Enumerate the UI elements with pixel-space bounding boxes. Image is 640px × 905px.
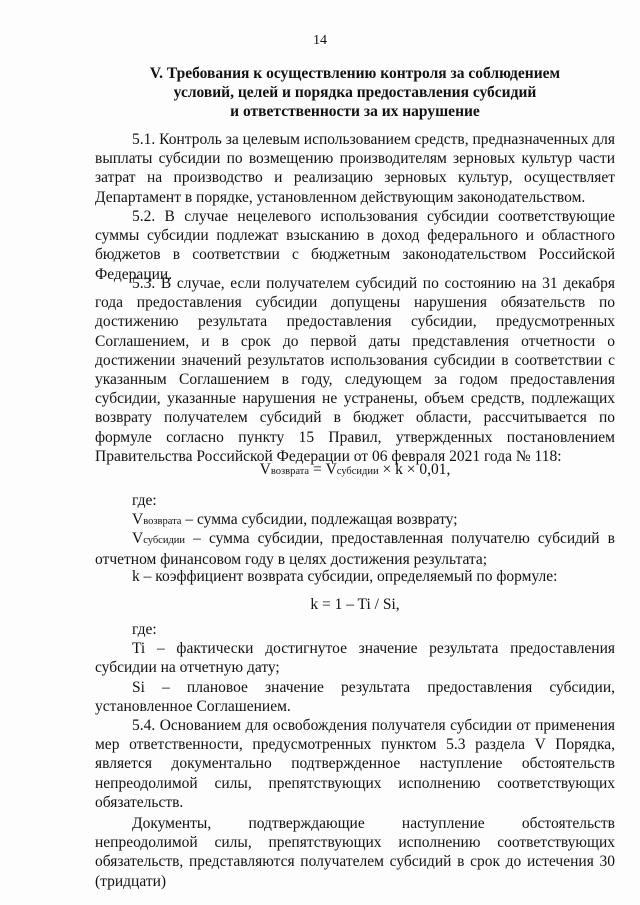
section-heading: [95, 64, 615, 121]
heading-line-3: и ответственности за их нарушение: [230, 103, 480, 120]
where-label-1: где:: [132, 492, 157, 509]
paragraph-documents: Документы, подтверждающие наступление обстоятельств непреодолимой силы, препятствующих исполнению соответствующих обязательств, представляются получателем субсидий в срок до истечения 30 (тридцати): [95, 815, 615, 890]
definition-ti: Ti – фактически достигнутое значение результата предоставления субсидии на отчетную дату;: [95, 640, 615, 677]
paragraph-5-1: 5.1. Контроль за целевым использованием средств, предназначенных для выплаты субсидии по возмещению производителям зерновых культур части затрат на производство и реализацию зерновых культур, осуществляет Департамент в порядке, установленном действующим законодательством.: [95, 131, 615, 206]
def-v-subsidy-sub: субсидии: [143, 535, 186, 546]
formula-v-sub: возврата: [270, 466, 310, 477]
formula-vs-main: V: [325, 461, 337, 478]
where-label-2: где:: [132, 621, 157, 638]
def-v-subsidy-text: – сумма субсидии, предоставленная получателю субсидий в отчетном финансовом году в целях достижения результата;: [95, 530, 615, 569]
page-number: 14: [313, 33, 327, 48]
def-v-subsidy-main: V: [132, 530, 144, 547]
formula-k: k = 1 – Ti / Si,: [310, 596, 400, 613]
def-v-return-sub: возврата: [143, 516, 182, 527]
paragraph-5-3: 5.3. В случае, если получателем субсидий по состоянию на 31 декабря года предоставления субсидии допущены нарушения обязательств по достижению результата предоставления субсидии, предусмотренных Соглашением, и в срок до первой даты представления отчетности о достижении значений результатов использования субсидии в соответствии с указанным Соглашением в году, следующем за годом предоставления субсидии, указанные нарушения не устранены, объем средств, подлежащих возврату получателем субсидий в бюджет области, рассчитывается по формуле согласно пункту 15 Правил, утвержденных постановлением Правительства Российской Федерации от 06 февраля 2021 года № 118:: [95, 275, 615, 465]
definition-si: Si – плановое значение результата предоставления субсидии, установленное Соглашением.: [95, 679, 615, 716]
paragraph-5-2: 5.2. В случае нецелевого использования субсидии соответствующие суммы субсидии подлежат взысканию в доход федерального и областного бюджетов в соответствии с бюджетным законодательством Российской Федерации.: [95, 208, 615, 283]
definition-v-subsidy: [95, 529, 615, 569]
formula-eq: =: [309, 461, 326, 478]
formula-v-main: V: [259, 461, 271, 478]
paragraph-5-4: 5.4. Основанием для освобождения получателя субсидии от применения мер ответственности, предусмотренных пунктом 5.3 раздела V Порядка, является документально подтвержденное наступление обстоятельств непреодолимой силы, препятствующих исполнению соответствующих обязательств.: [95, 717, 615, 811]
def-v-return-main: V: [132, 511, 144, 528]
formula-return-volume: [95, 460, 615, 481]
formula-vs-sub: субсидии: [336, 466, 379, 477]
heading-line-2: условий, целей и порядка предоставления субсидий: [173, 84, 537, 101]
heading-line-1: V. Требования к осуществлению контроля за соблюдением: [149, 65, 561, 82]
def-v-return-text: – сумма субсидии, подлежащая возврату;: [181, 511, 458, 528]
formula-rest: × k × 0,01,: [378, 461, 451, 478]
definition-k: k – коэффициент возврата субсидии, определяемый по формуле:: [132, 568, 558, 585]
